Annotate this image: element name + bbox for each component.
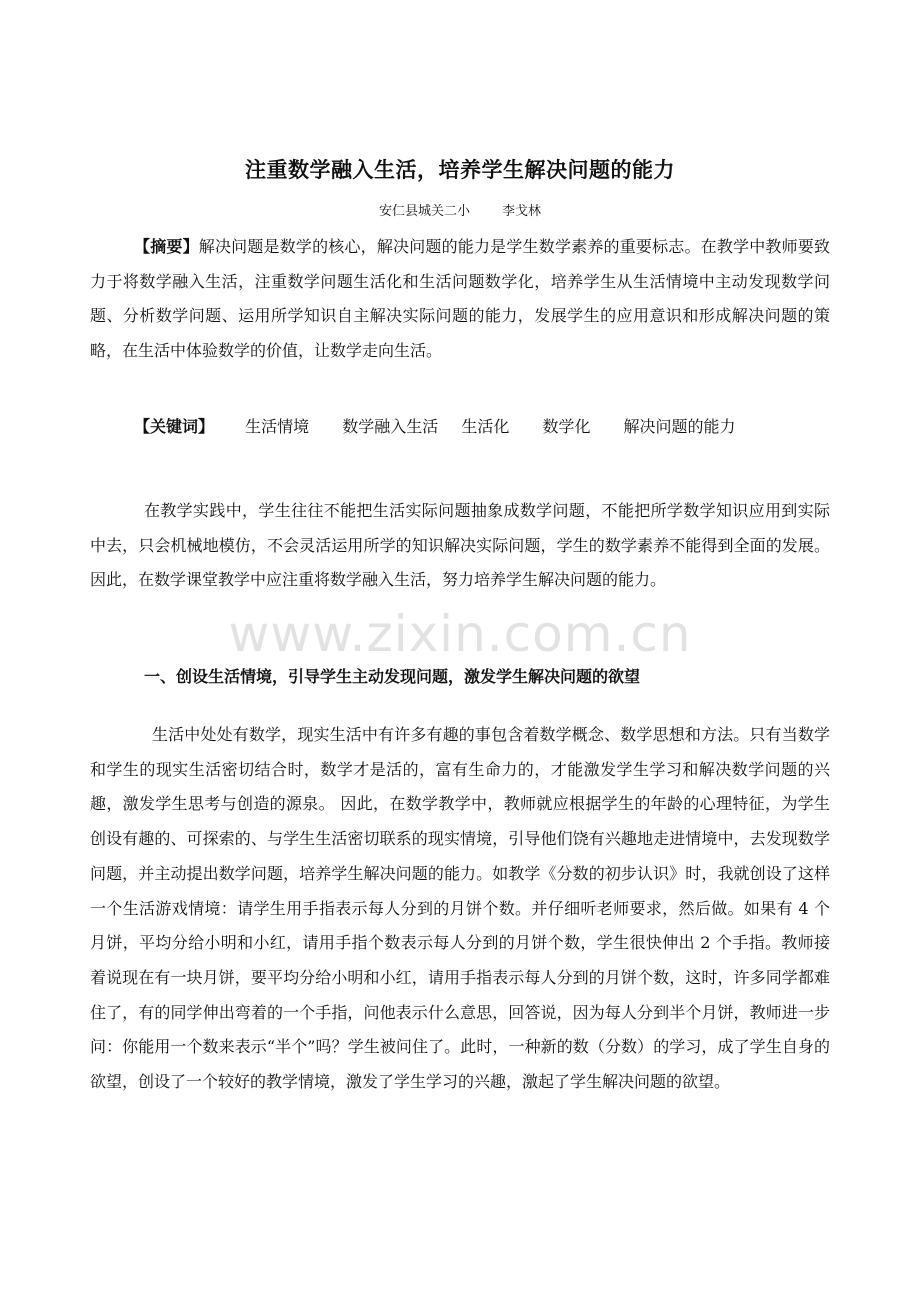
author-line — [0, 200, 920, 224]
author-name: 李戈林 — [502, 204, 542, 219]
abstract-text: 解决问题是数学的核心，解决问题的能力是学生数学素养的重要标志。在教学中教师要致力于将数学融入生活，注重数学问题生活化和生活问题数学化，培养学生从生活情境中主动发现数学问题、分析数学问题、运用所学知识自主解决实际问题的能力，发展学生的应用意识和形成解决问题的策略，在生活中体验数学的价值，让数学走向生活。 — [90, 237, 830, 361]
keywords-line — [134, 410, 736, 444]
keyword: 生活化 — [461, 417, 510, 436]
keyword: 解决问题的能力 — [623, 417, 736, 436]
section-heading: 一、创设生活情境，引导学生主动发现问题，激发学生解决问题的欲望 — [144, 667, 641, 686]
keyword: 生活情境 — [245, 417, 310, 436]
author-school: 安仁县城关二小 — [378, 204, 470, 219]
intro-paragraph: 在教学实践中，学生往往不能把生活实际问题抽象成数学问题，不能把所学数学知识应用到实际中去，只会机械地模仿，不会灵活运用所学的知识解决实际问题，学生的数学素养不能得到全面的发展。因此，在数学课堂教学中应注重将数学融入生活，努力培养学生解决问题的能力。 — [90, 501, 830, 590]
keyword: 数学融入生活 — [342, 417, 439, 436]
body-paragraph: 生活中处处有数学，现实生活中有许多有趣的事包含着数学概念、数学思想和方法。只有当数学和学生的现实生活密切结合时，数学才是活的，富有生命力的，才能激发学生学习和解决数学问题的兴趣，激发学生思考与创造的源泉。 因此，在数学教学中，教师就应根据学生的年龄的心理特征，为学生创设有趣的、可探索的、与学生生活密切联系的现实情境，引导他们饶有兴趣地走进情境中，去发现数学问题，并主动提出数学问题，培养学生解决问题的能力。如教学《分数的初步认识》时，我就创设了这样一个生活游戏情境：请学生用手指表示每人分到的月饼个数。并仔细听老师要求，然后做。如果有 4 个月饼，平均分给小明和小红，请用手指个数表示每人分到的月饼个数，学生很快伸出 2 个手指。教师接着说现在有一块月饼，要平均分给小明和小红，请用手指表示每人分到的月饼个数，这时，许多同学都难住了，有的同学伸出弯着的一个手指，问他表示什么意思，回答说，因为每人分到半个月饼，教师进一步问：你能用一个数来表示“半个”吗？学生被问住了。此时，一种新的数（分数）的学习，成了学生自身的欲望，创设了一个较好的教学情境，激发了学生学习的兴趣，激起了学生解决问题的欲望。 — [90, 725, 830, 1092]
abstract-label: 【摘要】 — [134, 237, 199, 256]
abstract-paragraph — [90, 230, 830, 369]
document-title: 注重数学融入生活，培养学生解决问题的能力 — [245, 158, 675, 182]
keywords-label: 【关键词】 — [134, 417, 215, 436]
keyword: 数学化 — [542, 417, 591, 436]
watermark: www.zixin.com.cn — [228, 605, 692, 663]
